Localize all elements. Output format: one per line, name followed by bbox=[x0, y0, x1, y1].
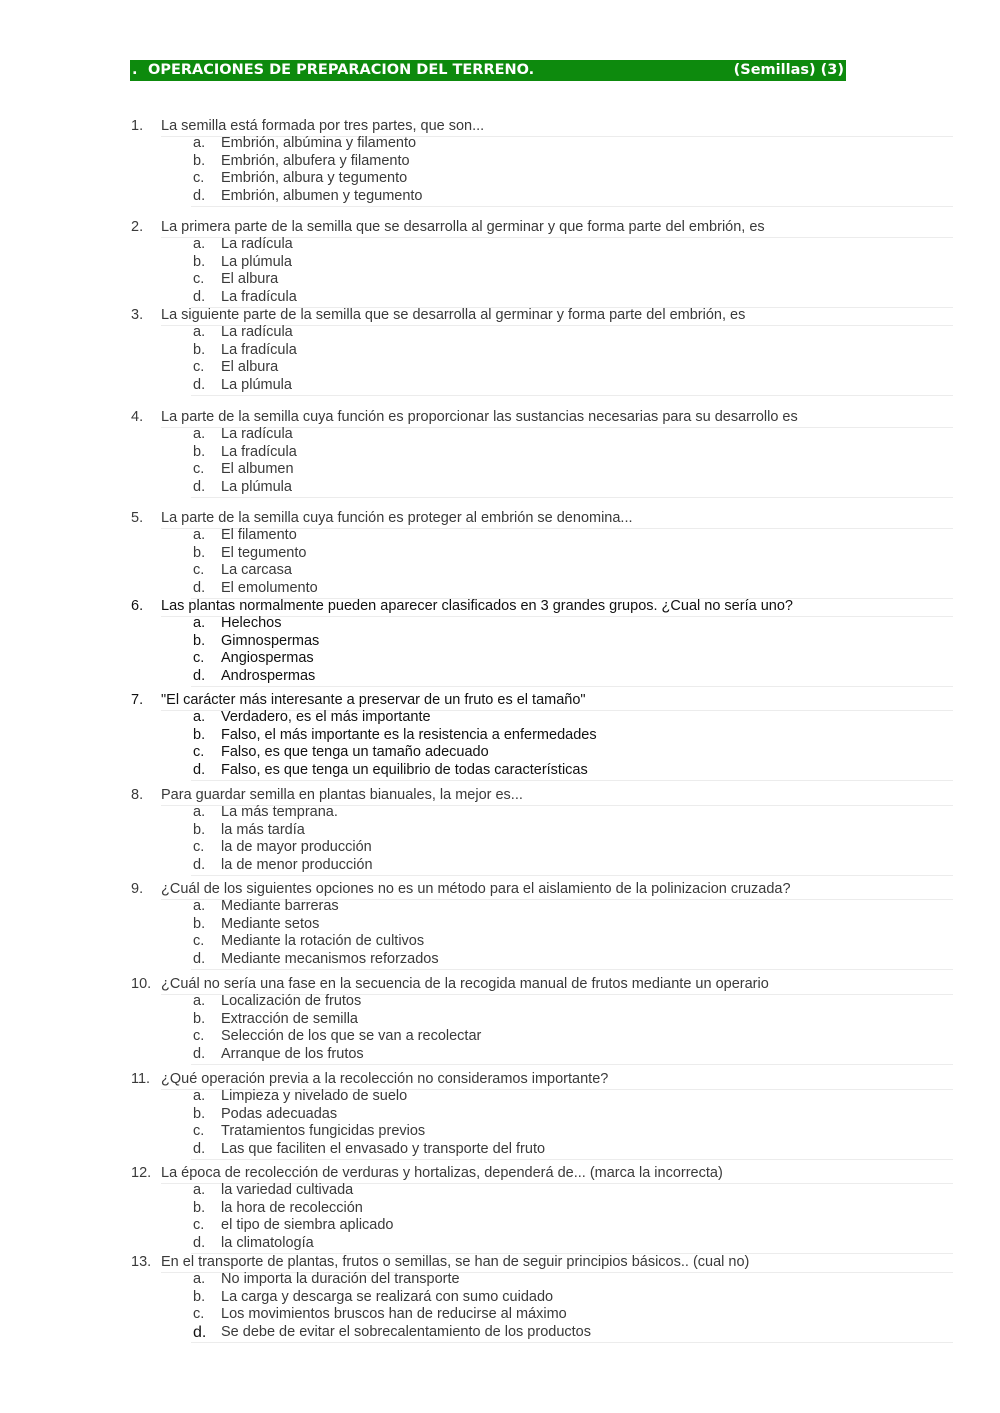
option-letter: b. bbox=[193, 1199, 206, 1216]
option-letter: a. bbox=[193, 804, 206, 821]
option-text: Embrión, albufera y filamento bbox=[221, 152, 410, 169]
divider-line bbox=[191, 780, 953, 781]
option-letter: b. bbox=[193, 632, 206, 649]
option-letter: c. bbox=[193, 933, 205, 950]
answer-option[interactable] bbox=[131, 1106, 953, 1123]
option-text: La fradícula bbox=[221, 288, 297, 305]
option-letter: c. bbox=[193, 744, 205, 761]
option-text: la de mayor producción bbox=[221, 839, 372, 856]
option-text: la de menor producción bbox=[221, 856, 373, 873]
question-text: La primera parte de la semilla que se desarrolla al germinar y que forma parte del embrión, es bbox=[161, 219, 765, 235]
option-text: Tratamientos fungicidas previos bbox=[221, 1123, 426, 1140]
answer-option[interactable] bbox=[131, 188, 953, 205]
option-letter: b. bbox=[193, 253, 206, 270]
answer-option[interactable] bbox=[131, 857, 953, 874]
option-letter: c. bbox=[193, 1217, 205, 1234]
answer-option[interactable] bbox=[131, 1046, 953, 1063]
question-number: 9. bbox=[131, 881, 144, 897]
option-text: El filamento bbox=[221, 527, 297, 544]
option-text: La radícula bbox=[221, 324, 293, 341]
option-text: La fradícula bbox=[221, 341, 297, 358]
option-letter: d. bbox=[193, 1140, 206, 1157]
option-letter: a. bbox=[193, 426, 206, 443]
option-text: Extracción de semilla bbox=[221, 1010, 358, 1027]
answer-option[interactable] bbox=[131, 916, 953, 933]
question-3 bbox=[131, 307, 953, 394]
header-tag: (Semillas) (3) bbox=[733, 62, 844, 78]
option-letter: c. bbox=[193, 461, 205, 478]
question-number: 4. bbox=[131, 409, 144, 425]
option-letter: b. bbox=[193, 915, 206, 932]
question-11 bbox=[131, 1071, 953, 1158]
option-letter: b. bbox=[193, 1105, 206, 1122]
answer-option[interactable] bbox=[131, 444, 953, 461]
option-text: Falso, es que tenga un equilibrio de todas características bbox=[221, 761, 588, 778]
answer-option[interactable] bbox=[131, 153, 953, 170]
answer-option[interactable] bbox=[131, 324, 953, 341]
question-number: 11. bbox=[131, 1071, 151, 1087]
option-text: Localización de frutos bbox=[221, 993, 362, 1010]
answer-option[interactable] bbox=[131, 1217, 953, 1234]
answer-option[interactable] bbox=[131, 650, 953, 667]
answer-option[interactable] bbox=[131, 479, 953, 496]
option-letter: b. bbox=[193, 726, 206, 743]
option-letter: c. bbox=[193, 1028, 205, 1045]
answer-option[interactable] bbox=[131, 744, 953, 761]
answer-option[interactable] bbox=[131, 1088, 953, 1105]
option-letter: d. bbox=[193, 1234, 206, 1251]
answer-option[interactable] bbox=[131, 135, 953, 152]
answer-option[interactable] bbox=[131, 545, 953, 562]
answer-option[interactable] bbox=[131, 951, 953, 968]
question-text: ¿Qué operación previa a la recolección no consideramos importante? bbox=[161, 1071, 609, 1087]
answer-option[interactable] bbox=[131, 822, 953, 839]
option-letter: a. bbox=[193, 135, 206, 152]
answer-option[interactable] bbox=[131, 933, 953, 950]
answer-option[interactable] bbox=[131, 342, 953, 359]
option-letter: d. bbox=[193, 288, 206, 305]
option-letter: d. bbox=[193, 1323, 207, 1341]
question-text: La parte de la semilla cuya función es proporcionar las sustancias necesarias para su desarrollo es bbox=[161, 409, 798, 425]
option-text: Gimnospermas bbox=[221, 632, 320, 649]
option-letter: a. bbox=[193, 527, 206, 544]
option-text: Mediante la rotación de cultivos bbox=[221, 933, 425, 950]
option-letter: a. bbox=[193, 1182, 206, 1199]
option-text: El albura bbox=[221, 359, 279, 376]
divider-line bbox=[191, 1159, 953, 1160]
answer-option[interactable] bbox=[131, 1324, 953, 1341]
option-text: la climatología bbox=[221, 1234, 314, 1251]
answer-option[interactable] bbox=[131, 580, 953, 597]
option-text: Embrión, albura y tegumento bbox=[221, 170, 408, 187]
option-text: La más temprana. bbox=[221, 804, 338, 821]
option-letter: a. bbox=[193, 1088, 206, 1105]
option-text: la variedad cultivada bbox=[221, 1182, 354, 1199]
question-12 bbox=[131, 1165, 953, 1252]
question-8 bbox=[131, 787, 953, 874]
question-row bbox=[131, 976, 953, 993]
question-row bbox=[131, 307, 953, 324]
option-text: La radícula bbox=[221, 236, 293, 253]
option-letter: b. bbox=[193, 341, 206, 358]
question-5 bbox=[131, 510, 953, 597]
option-text: Mediante mecanismos reforzados bbox=[221, 950, 439, 967]
option-text: Falso, es que tenga un tamaño adecuado bbox=[221, 744, 489, 761]
question-number: 2. bbox=[131, 219, 144, 235]
question-1 bbox=[131, 118, 953, 205]
answer-option[interactable] bbox=[131, 170, 953, 187]
option-letter: d. bbox=[193, 856, 206, 873]
answer-option[interactable] bbox=[131, 1200, 953, 1217]
option-letter: d. bbox=[193, 478, 206, 495]
option-text: El albura bbox=[221, 271, 279, 288]
question-number: 1. bbox=[131, 118, 144, 134]
question-row bbox=[131, 1165, 953, 1182]
answer-option[interactable] bbox=[131, 271, 953, 288]
question-text: La semilla está formada por tres partes, que son... bbox=[161, 118, 485, 134]
option-letter: b. bbox=[193, 821, 206, 838]
option-letter: c. bbox=[193, 1123, 205, 1140]
question-text: Las plantas normalmente pueden aparecer clasificados en 3 grandes grupos. ¿Cual no sería uno? bbox=[161, 598, 793, 614]
option-letter: a. bbox=[193, 236, 206, 253]
option-text: Arranque de los frutos bbox=[221, 1045, 364, 1062]
divider-line bbox=[191, 686, 953, 687]
answer-option[interactable] bbox=[131, 898, 953, 915]
answer-option[interactable] bbox=[131, 1141, 953, 1158]
answer-option[interactable] bbox=[131, 1289, 953, 1306]
option-letter: d. bbox=[193, 761, 206, 778]
answer-option[interactable] bbox=[131, 426, 953, 443]
question-row bbox=[131, 219, 953, 236]
option-letter: b. bbox=[193, 1288, 206, 1305]
option-letter: c. bbox=[193, 271, 205, 288]
answer-option[interactable] bbox=[131, 633, 953, 650]
option-letter: c. bbox=[193, 1306, 205, 1323]
option-text: Selección de los que se van a recolectar bbox=[221, 1028, 482, 1045]
option-letter: c. bbox=[193, 562, 205, 579]
answer-option[interactable] bbox=[131, 1011, 953, 1028]
question-text: Para guardar semilla en plantas bianuales, la mejor es... bbox=[161, 787, 523, 803]
question-text: En el transporte de plantas, frutos o semillas, se han de seguir principios básicos.. (cual no) bbox=[161, 1254, 750, 1270]
option-letter: a. bbox=[193, 898, 206, 915]
option-text: la hora de recolección bbox=[221, 1199, 363, 1216]
option-text: Los movimientos bruscos han de reducirse al máximo bbox=[221, 1306, 567, 1323]
question-6 bbox=[131, 598, 953, 685]
question-text: "El carácter más interesante a preservar de un fruto es el tamaño" bbox=[161, 692, 586, 708]
answer-option[interactable] bbox=[131, 236, 953, 253]
answer-option[interactable] bbox=[131, 377, 953, 394]
option-text: Las que faciliten el envasado y transporte del fruto bbox=[221, 1140, 546, 1157]
answer-option[interactable] bbox=[131, 461, 953, 478]
answer-option[interactable] bbox=[131, 1182, 953, 1199]
divider-line bbox=[191, 969, 953, 970]
answer-option[interactable] bbox=[131, 804, 953, 821]
option-text: Embrión, albumen y tegumento bbox=[221, 187, 423, 204]
option-letter: b. bbox=[193, 544, 206, 561]
option-text: La radícula bbox=[221, 426, 293, 443]
question-2 bbox=[131, 219, 953, 306]
option-text: El emolumento bbox=[221, 579, 318, 596]
question-row bbox=[131, 510, 953, 527]
option-text: Falso, el más importante es la resistencia a enfermedades bbox=[221, 726, 597, 743]
question-row bbox=[131, 1254, 953, 1271]
header-title: OPERACIONES DE PREPARACION DEL TERRENO. bbox=[148, 62, 535, 78]
option-text: No importa la duración del transporte bbox=[221, 1271, 460, 1288]
question-number: 3. bbox=[131, 307, 144, 323]
option-text: Embrión, albúmina y filamento bbox=[221, 135, 417, 152]
option-letter: d. bbox=[193, 667, 206, 684]
question-text: La parte de la semilla cuya función es proteger al embrión se denomina... bbox=[161, 510, 633, 526]
option-text: Verdadero, es el más importante bbox=[221, 709, 431, 726]
option-text: Androspermas bbox=[221, 667, 316, 684]
answer-option[interactable] bbox=[131, 727, 953, 744]
header-number: . bbox=[132, 62, 138, 78]
option-text: El tegumento bbox=[221, 544, 307, 561]
option-letter: b. bbox=[193, 152, 206, 169]
question-number: 13. bbox=[131, 1254, 152, 1270]
answer-option[interactable] bbox=[131, 668, 953, 685]
answer-option[interactable] bbox=[131, 615, 953, 632]
answer-option[interactable] bbox=[131, 1306, 953, 1323]
question-text: ¿Cuál de los siguientes opciones no es un método para el aislamiento de la polinizacion cruzada? bbox=[161, 881, 791, 897]
option-letter: a. bbox=[193, 1271, 206, 1288]
question-9 bbox=[131, 881, 953, 968]
option-letter: a. bbox=[193, 993, 206, 1010]
divider-line bbox=[191, 206, 953, 207]
question-row bbox=[131, 118, 953, 135]
question-number: 10. bbox=[131, 976, 152, 992]
option-text: Se debe de evitar el sobrecalentamiento de los productos bbox=[221, 1323, 591, 1340]
question-7 bbox=[131, 692, 953, 779]
divider-line bbox=[191, 1064, 953, 1065]
question-10 bbox=[131, 976, 953, 1063]
option-letter: d. bbox=[193, 1045, 206, 1062]
question-number: 5. bbox=[131, 510, 144, 526]
question-number: 7. bbox=[131, 692, 144, 708]
option-letter: d. bbox=[193, 187, 206, 204]
option-text: Limpieza y nivelado de suelo bbox=[221, 1088, 408, 1105]
divider-line bbox=[191, 497, 953, 498]
option-text: La plúmula bbox=[221, 376, 292, 393]
answer-option[interactable] bbox=[131, 359, 953, 376]
divider-line bbox=[191, 395, 953, 396]
option-text: la más tardía bbox=[221, 821, 305, 838]
answer-option[interactable] bbox=[131, 709, 953, 726]
option-letter: d. bbox=[193, 950, 206, 967]
option-text: el tipo de siembra aplicado bbox=[221, 1217, 394, 1234]
option-letter: c. bbox=[193, 170, 205, 187]
option-letter: a. bbox=[193, 324, 206, 341]
option-letter: b. bbox=[193, 1010, 206, 1027]
option-text: La carga y descarga se realizará con sumo cuidado bbox=[221, 1288, 554, 1305]
option-text: Angiospermas bbox=[221, 650, 314, 667]
option-letter: b. bbox=[193, 443, 206, 460]
answer-option[interactable] bbox=[131, 1123, 953, 1140]
option-text: La plúmula bbox=[221, 478, 292, 495]
answer-option[interactable] bbox=[131, 1235, 953, 1252]
option-text: La fradícula bbox=[221, 443, 297, 460]
option-letter: c. bbox=[193, 359, 205, 376]
option-letter: a. bbox=[193, 615, 206, 632]
answer-option[interactable] bbox=[131, 562, 953, 579]
option-letter: c. bbox=[193, 839, 205, 856]
question-number: 12. bbox=[131, 1165, 152, 1181]
option-text: Podas adecuadas bbox=[221, 1105, 338, 1122]
answer-option[interactable] bbox=[131, 839, 953, 856]
answer-option[interactable] bbox=[131, 1271, 953, 1288]
option-letter: a. bbox=[193, 709, 206, 726]
question-text: ¿Cuál no sería una fase en la secuencia de la recogida manual de frutos mediante un operario bbox=[161, 976, 769, 992]
option-text: La carcasa bbox=[221, 562, 292, 579]
question-4 bbox=[131, 409, 953, 496]
answer-option[interactable] bbox=[131, 1028, 953, 1045]
question-13 bbox=[131, 1254, 953, 1341]
option-letter: d. bbox=[193, 579, 206, 596]
question-row bbox=[131, 598, 953, 615]
option-text: La plúmula bbox=[221, 253, 292, 270]
option-text: El albumen bbox=[221, 461, 294, 478]
answer-option[interactable] bbox=[131, 289, 953, 306]
divider-line bbox=[191, 1342, 953, 1343]
option-letter: c. bbox=[193, 650, 205, 667]
answer-option[interactable] bbox=[131, 527, 953, 544]
question-number: 8. bbox=[131, 787, 144, 803]
question-row bbox=[131, 787, 953, 804]
question-text: La siguiente parte de la semilla que se desarrolla al germinar y forma parte del embrión, es bbox=[161, 307, 746, 323]
option-letter: d. bbox=[193, 376, 206, 393]
option-text: Mediante barreras bbox=[221, 898, 339, 915]
option-text: Helechos bbox=[221, 615, 282, 632]
question-row bbox=[131, 881, 953, 898]
option-text: Mediante setos bbox=[221, 915, 320, 932]
answer-option[interactable] bbox=[131, 762, 953, 779]
question-row bbox=[131, 692, 953, 709]
question-text: La época de recolección de verduras y hortalizas, dependerá de... (marca la incorrecta) bbox=[161, 1165, 723, 1181]
answer-option[interactable] bbox=[131, 993, 953, 1010]
divider-line bbox=[191, 875, 953, 876]
question-row bbox=[131, 1071, 953, 1088]
question-number: 6. bbox=[131, 598, 144, 614]
answer-option[interactable] bbox=[131, 254, 953, 271]
question-row bbox=[131, 409, 953, 426]
